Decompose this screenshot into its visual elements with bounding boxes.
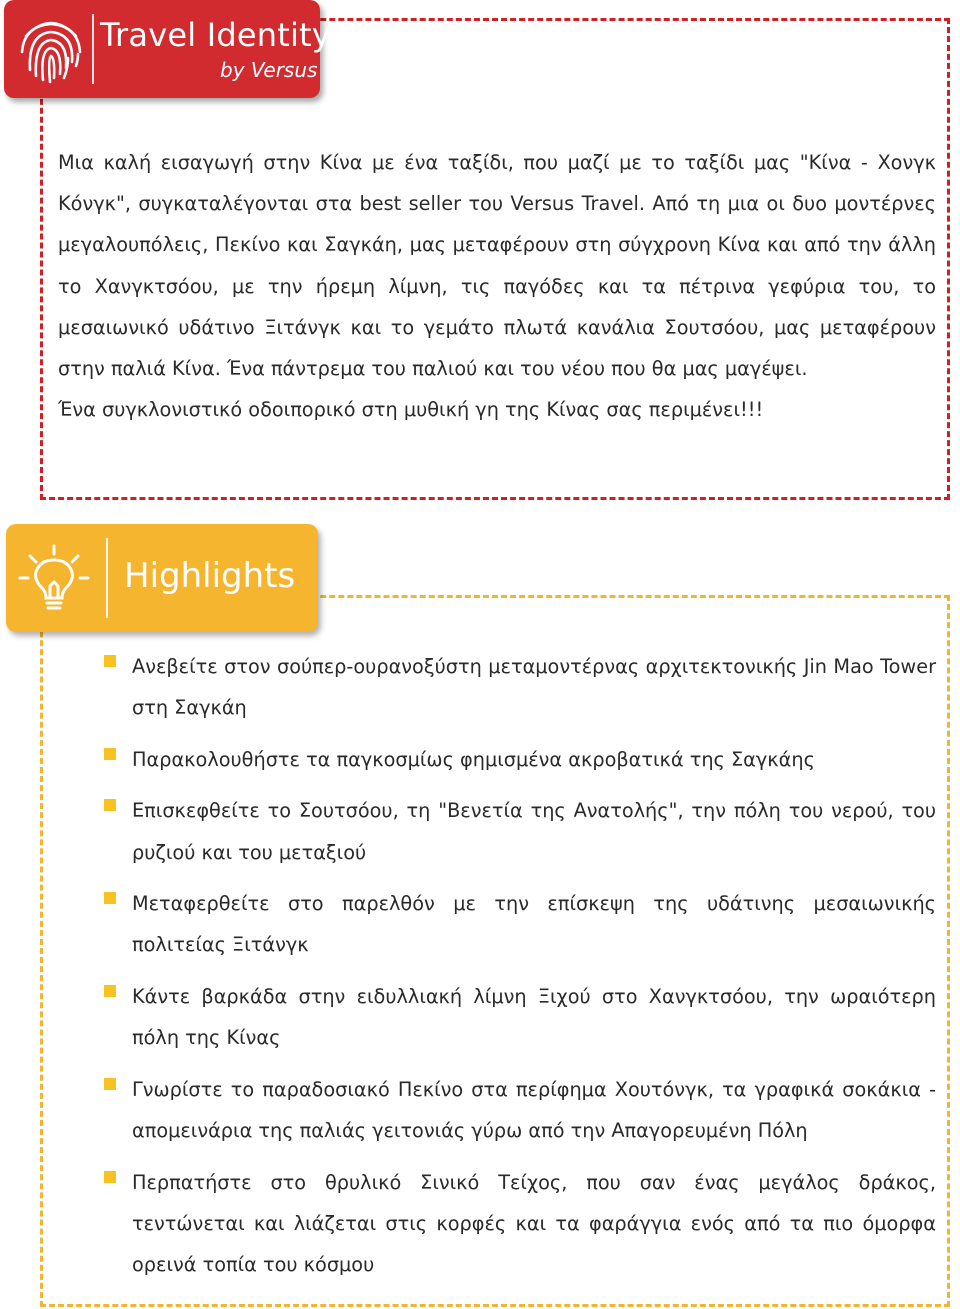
highlight-item [100, 790, 936, 872]
travel-identity-logo [4, 0, 331, 98]
highlight-text: Παρακολουθήστε τα παγκοσμίως φημισμένα ακροβατικά της Σαγκάης [132, 747, 815, 771]
intro-closing: Ένα συγκλονιστικό οδοιπορικό στη μυθική γη της Κίνας σας περιμένει!!! [58, 398, 764, 422]
highlights-list [100, 646, 936, 1296]
square-bullet-icon [104, 1078, 116, 1090]
brand-title: Travel Identity [100, 16, 331, 54]
highlight-text: Περπατήστε στο θρυλικό Σινικό Τείχος, που σαν ένας μεγάλος δράκος, τεντώνεται και λιάζεται στις κορφές και τα φαράγγια ενός από τα πιο όμορφα ορεινά τοπία του κόσμου [132, 1170, 936, 1276]
highlight-item [100, 1162, 936, 1286]
square-bullet-icon [104, 892, 116, 904]
lightbulb-icon [16, 542, 92, 618]
highlight-item [100, 976, 936, 1058]
square-bullet-icon [104, 655, 116, 667]
highlight-item [100, 883, 936, 965]
square-bullet-icon [104, 985, 116, 997]
highlight-text: Επισκεφθείτε το Σουτσόου, τη "Βενετία της Ανατολής", την πόλη του νερού, του ρυζιού και του μεταξιού [132, 799, 936, 864]
brand-subtitle: by Versus [220, 58, 318, 82]
square-bullet-icon [104, 1171, 116, 1183]
highlights-divider [106, 538, 108, 618]
highlight-item [100, 739, 936, 780]
highlight-item [100, 646, 936, 728]
intro-paragraph: Μια καλή εισαγωγή στην Κίνα με ένα ταξίδι, που μαζί με το ταξίδι μας "Κίνα - Χονγκ Κόνγκ", συγκαταλέγονται στα best seller του Versus Travel. Από τη μια οι δυο μοντέρνες μεγαλουπόλεις, Πεκίνο και Σαγκάη, μας μεταφέρουν στη σύγχρονη Κίνα και από την άλλη το Χανγκτσόου, με την ήρεμη λίμνη, τις παγόδες και τα πέτρινα γεφύρια του, το μεσαιωνικό υδάτινο Ξιτάνγκ και το γεμάτο πλωτά κανάλια Σουτσόου, μας μεταφέρουν στην παλιά Κίνα. Ένα πάντρεμα του παλιού και του νέου που θα μας μαγέψει. [58, 151, 936, 381]
highlight-text: Ανεβείτε στον σούπερ-ουρανοξύστη μεταμοντέρνας αρχιτεκτονικής Jin Mao Tower στη Σαγκάη [132, 655, 936, 720]
square-bullet-icon [104, 799, 116, 811]
fingerprint-icon [16, 12, 86, 86]
highlight-item [100, 1069, 936, 1151]
square-bullet-icon [104, 748, 116, 760]
highlight-text: Γνωρίστε το παραδοσιακό Πεκίνο στα περίφημα Χουτόνγκ, τα γραφικά σοκάκια - απομεινάρια της παλιάς γειτονιάς γύρω από την Απαγορευμένη Πόλη [132, 1077, 936, 1142]
highlights-badge [6, 524, 318, 632]
highlight-text: Κάντε βαρκάδα στην ειδυλλιακή λίμνη Ξιχού στο Χανγκτσόου, την ωραιότερη πόλη της Κίνας [132, 984, 936, 1050]
logo-divider [92, 14, 94, 84]
highlight-text: Μεταφερθείτε στο παρελθόν με την επίσκεψη της υδάτινης μεσαιωνικής πολιτείας Ξιτάνγκ [132, 892, 936, 957]
highlights-title: Highlights [124, 556, 296, 596]
intro-text [58, 142, 936, 430]
